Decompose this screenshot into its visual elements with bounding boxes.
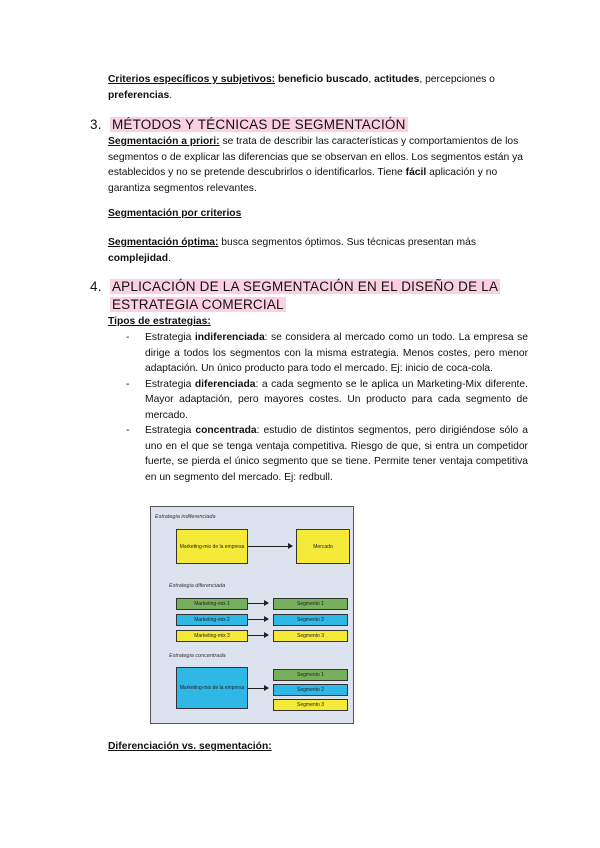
list-item (126, 377, 528, 424)
section-4-number: 4. (90, 279, 102, 294)
arrow-icon (248, 546, 292, 547)
apriori-end: aplicación y no garantiza segmentos relevantes. (108, 167, 498, 194)
optima-label: Segmentación óptima: (108, 237, 219, 248)
criteria-bold-1: beneficio buscado (277, 74, 369, 85)
optima-end: . (168, 252, 171, 264)
period: . (169, 89, 173, 101)
box-mercado: Mercado (296, 529, 350, 564)
arrow-icon (248, 619, 268, 620)
criterios-paragraph (108, 206, 528, 222)
section-4-title-line1: APLICACIÓN DE LA SEGMENTACIÓN EN EL DISEÑO DE LA (111, 279, 499, 294)
box-segmento-3-conc: Segmento 3 (273, 699, 348, 711)
criteria-bold-2: actitudes (374, 74, 420, 85)
bullet-post: : a cada segmento se le aplica un Marketing-Mix diferente. Mayor adaptación, pero mayores costes. Un producto para cada segmento de mercado. (145, 378, 528, 421)
label-diferenciada: Estrategia diferenciada (169, 583, 226, 589)
box-mix-empresa-1: Marketing-mix de la empresa (176, 529, 248, 564)
box-segmento-1-conc: Segmento 1 (273, 669, 348, 681)
criterios-label: Segmentación por criterios (108, 208, 242, 219)
bullet-bold: concentrada (195, 425, 257, 436)
diferenciacion-label: Diferenciación vs. segmentación: (108, 741, 272, 752)
box-mix-3: Marketing-mix 3 (176, 630, 248, 642)
apriori-bold: fácil (405, 167, 427, 178)
box-segmento-2-conc: Segmento 2 (273, 684, 348, 696)
arrow-icon (248, 688, 268, 689)
arrow-icon (248, 635, 268, 636)
diferenciacion-paragraph (108, 739, 528, 755)
criteria-label: Criterios específicos y subjetivos: (108, 74, 276, 85)
box-mix-empresa-2: Marketing-mix de la empresa (176, 667, 248, 709)
strategy-list (126, 330, 528, 485)
section-3-number: 3. (90, 117, 102, 132)
section-3-title: MÉTODOS Y TÉCNICAS DE SEGMENTACIÓN (111, 117, 406, 132)
box-mix-2: Marketing-mix 2 (176, 614, 248, 626)
optima-bold: complejidad (108, 252, 169, 264)
box-segmento-2-dif: Segmento 2 (273, 614, 348, 626)
list-item (126, 330, 528, 377)
bullet-bold: indiferenciada (194, 332, 265, 343)
arrow-icon (248, 603, 268, 604)
box-mix-1: Marketing-mix 1 (176, 598, 248, 610)
criteria-paragraph (108, 72, 528, 103)
label-indiferenciada: Estrategia indiferenciada (155, 514, 216, 520)
bullet-pre: Estrategia (145, 378, 195, 390)
bullet-pre: Estrategia (145, 425, 196, 436)
separator: , (368, 74, 375, 85)
list-item (126, 423, 528, 485)
bullet-post: : estudio de distintos segmentos, pero dirigiéndose sólo a uno en el que se tenga ventaja competitiva. Riesgo de que, si entra un competidor fuerte, se pierda el único segmento que se tiene. Permite tener ventaja competitiva en un segmento del mercado. Ej: redbull. (145, 425, 528, 483)
apriori-text: se trata de describir las características y comportamientos de los segmentos o de explicar las diferencias que se observan en ellos. Los segmentos están ya establecidos y no se pretende descubrirlos o identificarlos. Tiene (108, 136, 523, 178)
tipos-paragraph (108, 314, 528, 330)
box-segmento-3-dif: Segmento 3 (273, 630, 348, 642)
apriori-label: Segmentación a priori: (108, 136, 220, 147)
tipos-label: Tipos de estrategias: (108, 316, 211, 327)
bullet-post: : se considera al mercado como un todo. La empresa se dirige a todos los segmentos con la misma estrategia. Menos costes, pero menor adaptación. Un único producto para todo el mercado. Ej: inicio de coca-cola. (145, 332, 528, 374)
strategy-diagram (150, 506, 354, 724)
section-4-heading (90, 278, 500, 314)
label-concentrada: Estrategia concentrada (169, 653, 226, 659)
bullet-pre: Estrategia (145, 332, 195, 343)
criteria-bold-3: preferencias (108, 89, 170, 101)
box-segmento-1-dif: Segmento 1 (273, 598, 348, 610)
section-3-heading (90, 116, 408, 134)
optima-paragraph (108, 235, 528, 266)
section-4-title-line2: ESTRATEGIA COMERCIAL (111, 297, 284, 312)
criteria-rest: , percepciones o (419, 74, 495, 85)
apriori-paragraph (108, 134, 528, 196)
optima-text: busca segmentos óptimos. Sus técnicas presentan más (218, 237, 476, 248)
bullet-bold: diferenciada (194, 378, 256, 390)
